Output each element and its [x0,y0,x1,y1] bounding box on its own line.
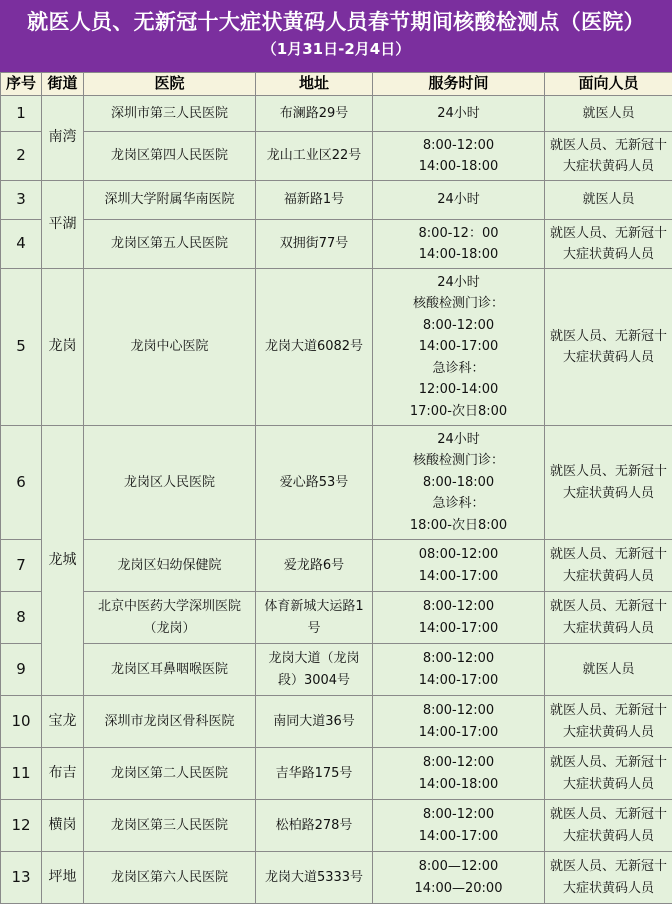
hospital-cell [84,540,256,592]
service-time-line: 14:00-17:00 [375,566,542,588]
col-header-target-people: 面向人员 [545,73,672,96]
address-line: 体育新城大运路1 [258,596,370,618]
target-people-cell [545,96,672,132]
table-row [1,96,672,132]
hospital-line: 深圳大学附属华南医院 [86,189,253,211]
service-time-line: 急诊科： [375,358,542,380]
hospital-line: （龙岗） [86,618,253,640]
target-people-line: 就医人员、无新冠十 [547,596,670,618]
target-people-line: 大症状黄码人员 [547,156,670,178]
target-people-line: 大症状黄码人员 [547,826,670,848]
hospital-cell [84,696,256,748]
address-line: 布澜路29号 [258,103,370,125]
target-people-cell [545,181,672,220]
table-row [1,852,672,904]
service-time-cell [373,540,545,592]
service-time-line: 8:00-12:00 [375,135,542,157]
address-cell [256,644,373,696]
service-time-cell [373,220,545,269]
hospital-line: 龙岗区第二人民医院 [86,763,253,785]
target-people-line: 就医人员、无新冠十 [547,223,670,245]
service-time-line: 8:00-12:00 [375,752,542,774]
address-line: 龙岗大道（龙岗 [258,648,370,670]
service-time-line: 17:00-次日8:00 [375,401,542,423]
service-time-cell [373,96,545,132]
street-cell: 宝龙 [42,696,84,748]
row-number: 7 [1,540,42,592]
address-line: 龙岗大道6082号 [258,336,370,358]
street-cell: 龙岗 [42,269,84,426]
target-people-cell [545,852,672,904]
row-number: 11 [1,748,42,800]
service-time-line: 14:00-17:00 [375,336,542,358]
service-time-line: 14:00-17:00 [375,618,542,640]
hospital-cell [84,96,256,132]
service-time-cell [373,132,545,181]
service-time-line: 8:00-12:00 [375,804,542,826]
address-line: 段）3004号 [258,670,370,692]
target-people-line: 就医人员、无新冠十 [547,752,670,774]
hospital-line: 龙岗区第四人民医院 [86,145,253,167]
address-cell [256,852,373,904]
hospital-line: 龙岗区第三人民医院 [86,815,253,837]
service-time-cell [373,426,545,540]
street-cell: 龙城 [42,426,84,696]
hospital-cell [84,132,256,181]
service-time-line: 14:00-18:00 [375,244,542,266]
target-people-line: 就医人员、无新冠十 [547,856,670,878]
street-cell: 横岗 [42,800,84,852]
table-row [1,269,672,426]
table-row [1,644,672,696]
hospital-cell [84,852,256,904]
service-time-line: 8:00-18:00 [375,472,542,494]
service-time-line: 14:00-17:00 [375,722,542,744]
target-people-line: 就医人员、无新冠十 [547,326,670,348]
table-row [1,181,672,220]
hospital-line: 深圳市第三人民医院 [86,103,253,125]
hospital-line: 龙岗区第六人民医院 [86,867,253,889]
page-title: 就医人员、无新冠十大症状黄码人员春节期间核酸检测点（医院） [0,7,672,37]
table-row [1,220,672,269]
target-people-cell [545,800,672,852]
target-people-line: 大症状黄码人员 [547,618,670,640]
target-people-line: 大症状黄码人员 [547,347,670,369]
service-time-line: 18:00-次日8:00 [375,515,542,537]
service-time-cell [373,748,545,800]
service-time-line: 24小时 [375,103,542,125]
row-number: 4 [1,220,42,269]
col-header-no: 序号 [1,73,42,96]
table-row [1,132,672,181]
service-time-line: 急诊科： [375,493,542,515]
address-cell [256,132,373,181]
target-people-line: 就医人员、无新冠十 [547,804,670,826]
address-line: 福新路1号 [258,189,370,211]
service-time-cell [373,269,545,426]
target-people-line: 大症状黄码人员 [547,483,670,505]
address-cell [256,220,373,269]
street-cell: 坪地 [42,852,84,904]
testing-sites-table [0,72,672,904]
table-row [1,592,672,644]
target-people-line: 大症状黄码人员 [547,878,670,900]
address-line: 龙山工业区22号 [258,145,370,167]
target-people-line: 就医人员、无新冠十 [547,135,670,157]
service-time-line: 8:00—12:00 [375,856,542,878]
target-people-cell [545,426,672,540]
address-cell [256,592,373,644]
street-cell: 平湖 [42,181,84,269]
address-line: 松柏路278号 [258,815,370,837]
street-cell: 布吉 [42,748,84,800]
target-people-cell [545,748,672,800]
hospital-line: 龙岗中心医院 [86,336,253,358]
target-people-line: 大症状黄码人员 [547,722,670,744]
address-cell [256,800,373,852]
service-time-line: 12:00-14:00 [375,379,542,401]
address-cell [256,96,373,132]
target-people-line: 大症状黄码人员 [547,566,670,588]
address-cell [256,540,373,592]
service-time-line: 8:00-12：00 [375,223,542,245]
row-number: 12 [1,800,42,852]
service-time-cell [373,852,545,904]
table-row [1,696,672,748]
page-subtitle: （1月31日-2月4日） [0,37,672,61]
service-time-cell [373,696,545,748]
service-time-line: 8:00-12:00 [375,648,542,670]
row-number: 10 [1,696,42,748]
row-number: 2 [1,132,42,181]
service-time-cell [373,181,545,220]
header-banner [0,0,672,72]
row-number: 9 [1,644,42,696]
hospital-cell [84,426,256,540]
col-header-hospital: 医院 [84,73,256,96]
service-time-line: 24小时 [375,272,542,294]
service-time-line: 8:00-12:00 [375,596,542,618]
address-line: 爱龙路6号 [258,555,370,577]
hospital-line: 龙岗区人民医院 [86,472,253,494]
address-cell [256,269,373,426]
target-people-line: 就医人员、无新冠十 [547,461,670,483]
table-row [1,426,672,540]
target-people-line: 就医人员 [547,189,670,211]
service-time-line: 14:00-18:00 [375,156,542,178]
street-cell: 南湾 [42,96,84,181]
service-time-line: 核酸检测门诊： [375,293,542,315]
service-time-line: 核酸检测门诊： [375,450,542,472]
target-people-line: 就医人员、无新冠十 [547,700,670,722]
hospital-cell [84,592,256,644]
address-line: 吉华路175号 [258,763,370,785]
row-number: 13 [1,852,42,904]
service-time-line: 24小时 [375,429,542,451]
hospital-cell [84,748,256,800]
row-number: 8 [1,592,42,644]
row-number: 5 [1,269,42,426]
target-people-cell [545,592,672,644]
target-people-cell [545,269,672,426]
target-people-cell [545,220,672,269]
service-time-line: 24小时 [375,189,542,211]
hospital-line: 龙岗区耳鼻咽喉医院 [86,659,253,681]
address-line: 爱心路53号 [258,472,370,494]
service-time-line: 14:00-18:00 [375,774,542,796]
table-row [1,748,672,800]
address-cell [256,181,373,220]
hospital-cell [84,269,256,426]
row-number: 3 [1,181,42,220]
service-time-cell [373,800,545,852]
service-time-line: 8:00-12:00 [375,315,542,337]
hospital-line: 龙岗区第五人民医院 [86,233,253,255]
service-time-cell [373,592,545,644]
col-header-service-time: 服务时间 [373,73,545,96]
service-time-line: 14:00—20:00 [375,878,542,900]
service-time-line: 14:00-17:00 [375,670,542,692]
hospital-line: 北京中医药大学深圳医院 [86,596,253,618]
hospital-cell [84,181,256,220]
target-people-line: 大症状黄码人员 [547,244,670,266]
service-time-cell [373,644,545,696]
target-people-cell [545,132,672,181]
table-row [1,540,672,592]
hospital-cell [84,800,256,852]
col-header-street: 街道 [42,73,84,96]
target-people-line: 大症状黄码人员 [547,774,670,796]
table-row [1,800,672,852]
col-header-address: 地址 [256,73,373,96]
service-time-line: 08:00-12:00 [375,544,542,566]
target-people-line: 就医人员 [547,659,670,681]
address-cell [256,696,373,748]
target-people-cell [545,540,672,592]
target-people-cell [545,644,672,696]
address-cell [256,748,373,800]
address-line: 双拥街77号 [258,233,370,255]
target-people-cell [545,696,672,748]
table-header-row [1,73,672,96]
address-line: 南同大道36号 [258,711,370,733]
address-cell [256,426,373,540]
table-body [1,96,672,904]
target-people-line: 就医人员 [547,103,670,125]
address-line: 龙岗大道5333号 [258,867,370,889]
row-number: 1 [1,96,42,132]
hospital-cell [84,644,256,696]
hospital-line: 深圳市龙岗区骨科医院 [86,711,253,733]
row-number: 6 [1,426,42,540]
target-people-line: 就医人员、无新冠十 [547,544,670,566]
hospital-line: 龙岗区妇幼保健院 [86,555,253,577]
hospital-cell [84,220,256,269]
service-time-line: 8:00-12:00 [375,700,542,722]
address-line: 号 [258,618,370,640]
service-time-line: 14:00-17:00 [375,826,542,848]
